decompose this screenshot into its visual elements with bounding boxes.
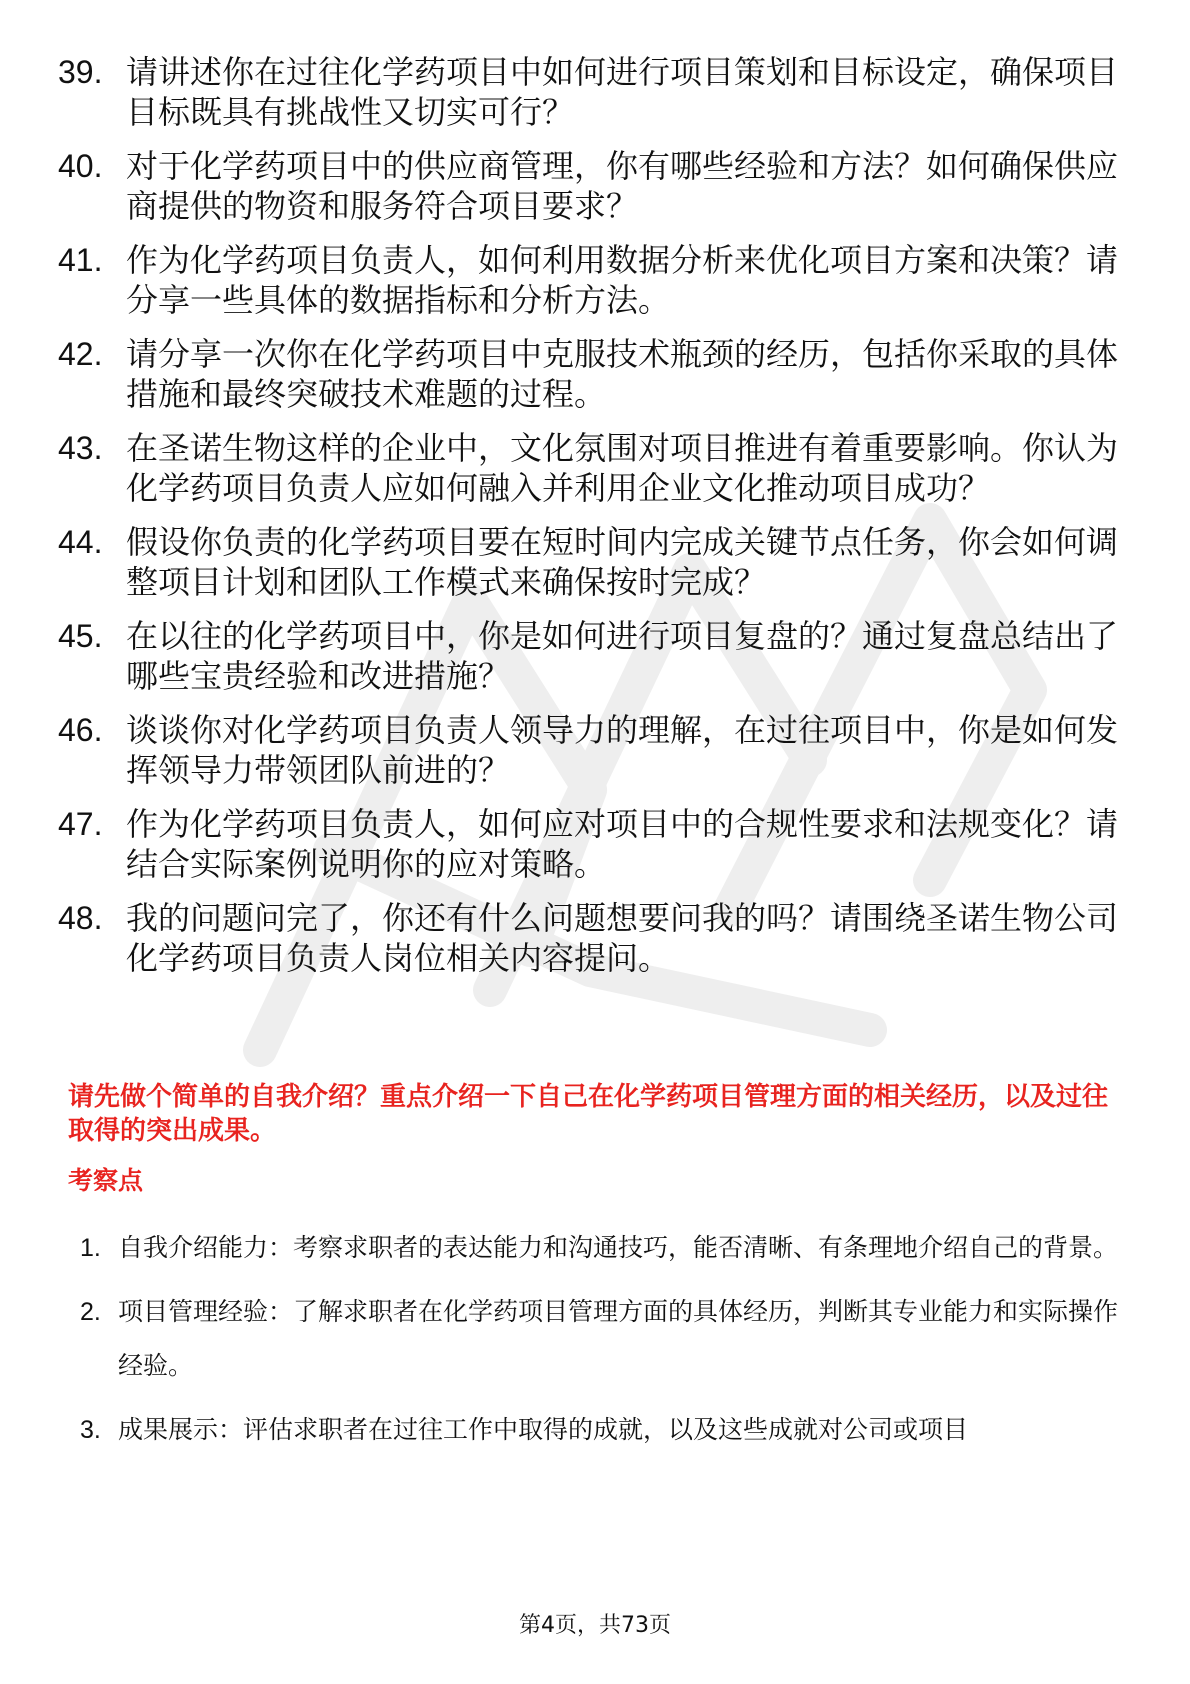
question-item bbox=[58, 52, 1138, 132]
question-text: 假设你负责的化学药项目要在短时间内完成关键节点任务，你会如何调整项目计划和团队工作模式来确保按时完成？ bbox=[126, 523, 1119, 601]
point-text: 自我介绍能力：考察求职者的表达能力和沟通技巧，能否清晰、有条理地介绍自己的背景。 bbox=[118, 1233, 1119, 1262]
question-item bbox=[58, 710, 1138, 790]
question-item bbox=[58, 616, 1138, 696]
question-text: 我的问题问完了，你还有什么问题想要问我的吗？请围绕圣诺生物公司化学药项目负责人岗位相关内容提问。 bbox=[126, 899, 1119, 977]
assessment-point bbox=[80, 1285, 1130, 1393]
highlight-question: 请先做个简单的自我介绍？重点介绍一下自己在化学药项目管理方面的相关经历，以及过往取得的突出成果。 bbox=[68, 1082, 1109, 1146]
question-item bbox=[58, 804, 1138, 884]
question-number: 39. bbox=[58, 54, 103, 90]
page-footer: 第4页，共73页 bbox=[519, 1613, 671, 1638]
question-number: 48. bbox=[58, 900, 103, 936]
section-title: 考察点 bbox=[68, 1166, 144, 1195]
question-text: 作为化学药项目负责人，如何应对项目中的合规性要求和法规变化？请结合实际案例说明你的应对策略。 bbox=[126, 805, 1119, 883]
point-number: 1. bbox=[80, 1234, 101, 1262]
question-number: 44. bbox=[58, 524, 103, 560]
assessment-points bbox=[80, 1221, 1130, 1467]
assessment-point bbox=[80, 1221, 1130, 1275]
point-number: 2. bbox=[80, 1298, 101, 1326]
question-item bbox=[58, 240, 1138, 320]
question-number: 42. bbox=[58, 336, 103, 372]
question-text: 对于化学药项目中的供应商管理，你有哪些经验和方法？如何确保供应商提供的物资和服务符合项目要求？ bbox=[126, 147, 1119, 225]
question-number: 40. bbox=[58, 148, 103, 184]
question-number: 47. bbox=[58, 806, 103, 842]
point-text: 成果展示：评估求职者在过往工作中取得的成就，以及这些成就对公司或项目 bbox=[118, 1415, 969, 1444]
question-number: 41. bbox=[58, 242, 103, 278]
question-item bbox=[58, 146, 1138, 226]
question-text: 请讲述你在过往化学药项目中如何进行项目策划和目标设定，确保项目目标既具有挑战性又切实可行？ bbox=[126, 53, 1119, 131]
question-item bbox=[58, 334, 1138, 414]
question-number: 45. bbox=[58, 618, 103, 654]
question-text: 在以往的化学药项目中，你是如何进行项目复盘的？通过复盘总结出了哪些宝贵经验和改进措施？ bbox=[126, 617, 1119, 695]
question-text: 作为化学药项目负责人，如何利用数据分析来优化项目方案和决策？请分享一些具体的数据指标和分析方法。 bbox=[126, 241, 1119, 319]
question-item bbox=[58, 898, 1138, 978]
point-number: 3. bbox=[80, 1416, 101, 1444]
question-text: 请分享一次你在化学药项目中克服技术瓶颈的经历，包括你采取的具体措施和最终突破技术难题的过程。 bbox=[126, 335, 1119, 413]
assessment-point bbox=[80, 1403, 1130, 1457]
question-text: 在圣诺生物这样的企业中，文化氛围对项目推进有着重要影响。你认为化学药项目负责人应如何融入并利用企业文化推动项目成功？ bbox=[126, 429, 1119, 507]
question-item bbox=[58, 522, 1138, 602]
question-text: 谈谈你对化学药项目负责人领导力的理解，在过往项目中，你是如何发挥领导力带领团队前进的？ bbox=[126, 711, 1119, 789]
question-number: 43. bbox=[58, 430, 103, 466]
question-item bbox=[58, 428, 1138, 508]
question-number: 46. bbox=[58, 712, 103, 748]
point-text: 项目管理经验：了解求职者在化学药项目管理方面的具体经历，判断其专业能力和实际操作经验。 bbox=[118, 1297, 1119, 1380]
question-list bbox=[58, 52, 1138, 992]
